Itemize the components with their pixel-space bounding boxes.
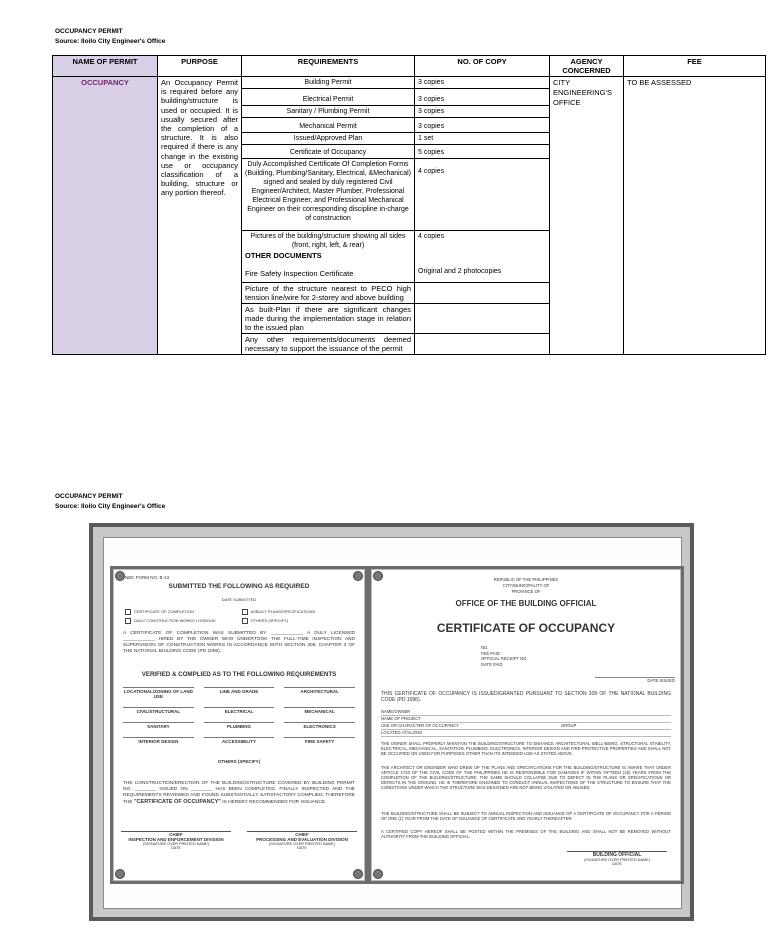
- requirement-cell: Sanitary / Plumbing Permit: [242, 106, 415, 118]
- completion-intro: A CERTIFICATE OF COMPLETION WAS SUBMITTED BY ____________ A DULY LICENSED ____________ HIRED BY THE OWNER WHO UNDERTOOK THE FULL-TIME INSPECTION AND SUPERVISION OF CONSTRUCTION WORKS IN ACCORDANCE WITH SECTION 308, CHAPTER 3 OF THE NATIONAL BUILDING CODE (PD 1096).: [123, 631, 355, 654]
- building-official-signature: BUILDING OFFICIAL (SIGNATURE OVER PRINTED NAME) DATE: [567, 851, 667, 866]
- verified-heading: VERIFIED & COMPLIED AS TO THE FOLLOWING REQUIREMENTS: [141, 671, 337, 678]
- header-agency-concerned: AGENCY CONCERNED: [550, 56, 624, 77]
- field-line: NAME OF PROJECT: [381, 716, 671, 723]
- copy-cell: [415, 251, 550, 261]
- copy-cell: 3 copies: [415, 77, 550, 89]
- other-documents-heading: OTHER DOCUMENTS: [242, 251, 415, 261]
- submitted-checklist: [125, 609, 355, 624]
- field-line: LOCATED AT/ALONG: [381, 730, 671, 737]
- copy-cell: [415, 304, 550, 334]
- requirement-cell: Picture of the structure nearest to PECO high tension line/wire for 2-storey and above building: [242, 283, 415, 304]
- checkbox-icon: [242, 618, 248, 624]
- rivet-icon: [373, 869, 383, 879]
- rivet-icon: [353, 571, 363, 581]
- requirements-grid: [113, 687, 365, 744]
- requirement-cell: As built-Plan if there are significant changes made during the implementation stage in relation to the issued plan: [242, 304, 415, 334]
- closing-statement: THE CONSTRUCTION/ERECTION OF THE BUILDING/STRUCTURE COVERED BY BUILDING PERMIT NO. ________ ISSUED ON ________ HAS BEEN COMPLETED, FINALLY INSPECTED AND THE REQUIREMENTS REVIEWED AND FOUND SUBSTANTIALLY SATISFACTORY COMPLIED, THEREFORE THE "CERTIFICATE OF OCCUPANCY" IS HEREBY RECOMMENDED FOR ISSUANCE.: [123, 781, 355, 805]
- header-name-of-permit: NAME OF PERMIT: [53, 56, 158, 77]
- certificate-right-page: [368, 566, 684, 884]
- section-source: Source: Iloilo City Engineer's Office: [55, 38, 166, 45]
- fee-cell: TO BE ASSESSED: [624, 77, 766, 355]
- checklist-item: DAILY CONSTRUCTION WORKS LOGBOOK: [125, 618, 239, 624]
- field-line: DATE PAID: [481, 661, 503, 667]
- requirement-item: LINE AND GRADE: [204, 687, 275, 699]
- permit-purpose: An Occupancy Permit is required before any building/structure is used or occupied. It is usually secured after the completion of a structure. It is also required if there is any change in the existing use or occupancy classification of a building, structure or any portion thereof.: [158, 77, 242, 355]
- requirement-cell: Mechanical Permit: [242, 118, 415, 133]
- checklist-item: ASBUILT PLANS/SPECIFICATIONS: [242, 609, 356, 615]
- header-purpose: PURPOSE: [158, 56, 242, 77]
- province-label: PROVINCE OF: [511, 589, 541, 594]
- header-requirements: REQUIREMENTS: [242, 56, 415, 77]
- section-title: OCCUPANCY PERMIT: [55, 28, 123, 35]
- requirement-item: LOCATIONAL/ZONING OF LAND USE: [123, 689, 193, 699]
- group-label: GROUP: [561, 723, 577, 728]
- requirement-cell: Duly Accomplished Certificate Of Completion Forms (Building, Plumbing/Sanitary, Electrical, &Mechanical) signed and sealed by duly registered Civil Engineer/Architect, Master Plumber, Professional Electrical Engineer, and Professional Mechanical Engineer on their corresponding discipline in-charge of construction: [242, 159, 415, 231]
- copy-cell: Original and 2 photocopies: [415, 261, 550, 283]
- requirement-cell: Any other requirements/documents deemed necessary to support the issuance of the permit: [242, 334, 415, 355]
- requirement-item: INTERIOR DESIGN: [123, 737, 194, 744]
- requirement-item: ELECTRONICS: [284, 722, 355, 729]
- permit-requirements-table: [52, 55, 766, 355]
- certificate-image: [89, 523, 694, 921]
- owner-fields: [381, 709, 671, 737]
- checkbox-icon: [125, 618, 131, 624]
- copy-cell: [415, 283, 550, 304]
- paragraph-4: A CERTIFIED COPY HEREOF SHALL BE POSTED WITHIN THE PREMISES OF THE BUILDING AND SHALL NOT BE REMOVED WITHOUT AUTHORITY FROM THE BUILDING OFFICIAL.: [381, 829, 671, 839]
- requirement-cell: Building Permit: [242, 77, 415, 89]
- paragraph-2: THE ARCHITECT OR ENGINEER WHO DREW UP THE PLANS AND SPECIFICATIONS FOR THE BUILDING/STRUCTURE IS AWARE THAT UNDER ARTICLE 1723 OF THE CIVIL CODE OF THE PHILIPPINES HE IS RESPONSIBLE FOR DAMAGES IF WITHIN FIFTEEN (15) YEARS FROM THE COMPLETION OF THE BUILDING/STRUCTURE, THE SAME SHOULD COLLAPSE DUE TO DEFECT IN THE PLANS OR SPECIFICATIONS OR DEFECTS IN THE GROUND. HE IS THEREFORE ENJOINED TO CONDUCT ANNUAL INSPECTIONS OF THE STRUCTURE TO ENSURE THAT THE CONDITIONS UNDER WHICH THE STRUCTURE WAS DESIGNED ARE NOT BEING VIOLATED OR ABUSED.: [381, 765, 671, 790]
- others-specify: OTHERS (SPECIFY): [217, 759, 261, 764]
- requirement-item: ELECTRICAL: [204, 707, 275, 714]
- header-fee: FEE: [624, 56, 766, 77]
- requirement-item: PLUMBING: [204, 722, 275, 729]
- certificate-title: CERTIFICATE OF OCCUPANCY: [436, 621, 616, 635]
- form-number: NBC FORM NO. B-13: [125, 575, 170, 580]
- receipt-fields: [481, 645, 601, 667]
- copy-cell: 3 copies: [415, 118, 550, 133]
- requirement-item: ACCESSIBILITY: [204, 737, 275, 744]
- copy-cell: 4 copies: [415, 231, 550, 252]
- permit-name: OCCUPANCY: [53, 77, 158, 355]
- requirement-item: FIRE SAFETY: [284, 737, 355, 744]
- paragraph-1: THE OWNER SHALL PROPERLY MAINTAIN THE BUILDING/STRUCTURE TO ENHANCE ARCHITECTURAL WELL-BEING, STRUCTURAL STABILITY, ELECTRICAL, MECHANICAL, SANITATION, PLUMBING, ELECTRONICS, INTERIOR DESIGN AND FIRE-PROTECTIVE PROPERTIES AND SHALL NOT BE OCCUPIED OR USED FOR PURPOSES OTHER THAN ITS INTENDED USE AS STATED ABOVE.: [381, 741, 671, 756]
- checkbox-icon: [242, 609, 248, 615]
- checkbox-icon: [125, 609, 131, 615]
- field-line: FEE PAID: [481, 650, 500, 656]
- certificate-mat: [103, 537, 682, 909]
- copy-cell: 4 copies: [415, 159, 550, 231]
- agency-cell: CITY ENGINEERING'S OFFICE: [550, 77, 624, 355]
- paragraph-3: THE BUILDING/STRUCTURE SHALL BE SUBJECT TO ANNUAL INSPECTION AND ISSUANCE OF A CERTIFICATE OF OCCUPANCY FOR A PERIOD OF ONE (1) YEAR FROM THE DATE OF ISSUANCE OF CERTIFICATE AND YEARLY THEREAFTER.: [381, 811, 671, 821]
- issuance-statement: THIS CERTIFICATE OF OCCUPANCY IS ISSUED/GRANTED PURSUANT TO SECTION 309 OF THE NATIONAL BUILDING CODE (PD 1096).: [381, 691, 671, 703]
- rivet-icon: [353, 869, 363, 879]
- section-title: OCCUPANCY PERMIT: [55, 493, 123, 500]
- copy-cell: 1 set: [415, 133, 550, 145]
- requirement-item: SANITARY: [123, 722, 194, 729]
- header-no-of-copy: NO. OF COPY: [415, 56, 550, 77]
- date-submitted-label: DATE SUBMITTED: [221, 597, 257, 602]
- checklist-item: CERTIFICATE OF COMPLETION: [125, 609, 239, 615]
- left-heading: SUBMITTED THE FOLLOWING AS REQUIRED: [168, 583, 310, 590]
- requirement-item: ARCHITECTURAL: [284, 687, 355, 699]
- copy-cell: 3 copies: [415, 89, 550, 106]
- date-issued-label: DATE ISSUED: [595, 677, 675, 683]
- field-line: USE OR CHARACTER OF OCCUPANCY GROUP: [381, 723, 671, 730]
- city-label: CITY/MUNICIPALITY OF: [502, 583, 550, 588]
- signature-processing: CHIEF PROCESSING AND EVALUATION DIVISION (SIGNATURE OVER PRINTED NAME) DATE: [247, 831, 357, 850]
- copy-cell: 5 copies: [415, 145, 550, 159]
- copy-cell: [415, 334, 550, 355]
- certificate-left-page: [110, 566, 368, 884]
- requirement-cell: Fire Safety Inspection Certificate: [242, 261, 415, 283]
- checklist-item: OTHERS (SPECIFY): [242, 618, 356, 624]
- republic-label: REPUBLIC OF THE PHILIPPINES: [493, 577, 559, 582]
- copy-cell: 3 copies: [415, 106, 550, 118]
- requirement-cell: Issued/Approved Plan: [242, 133, 415, 145]
- requirement-cell: Electrical Permit: [242, 89, 415, 106]
- section-source: Source: Iloilo City Engineer's Office: [55, 503, 166, 510]
- requirement-item: MECHANICAL: [284, 707, 355, 714]
- table-header-row: [53, 56, 766, 77]
- requirement-item: CIVIL/STRUCTURAL: [123, 707, 194, 714]
- section-header: [55, 27, 165, 47]
- signature-inspection: CHIEF INSPECTION AND ENFORCEMENT DIVISION (SIGNATURE OVER PRINTED NAME) DATE: [121, 831, 231, 850]
- rivet-icon: [115, 571, 125, 581]
- rivet-icon: [115, 869, 125, 879]
- requirement-cell: Certificate of Occupancy: [242, 145, 415, 159]
- field-line: NAME/OWNER: [381, 709, 671, 716]
- field-line: NO.: [481, 645, 489, 650]
- requirement-cell: Pictures of the building/structure showing all sides (front, right, left, & rear): [242, 231, 415, 252]
- field-line: OFFICIAL RECEIPT NO.: [481, 656, 528, 661]
- section-header: [55, 492, 165, 512]
- office-heading: OFFICE OF THE BUILDING OFFICIAL: [455, 599, 597, 608]
- table-row: [53, 77, 766, 89]
